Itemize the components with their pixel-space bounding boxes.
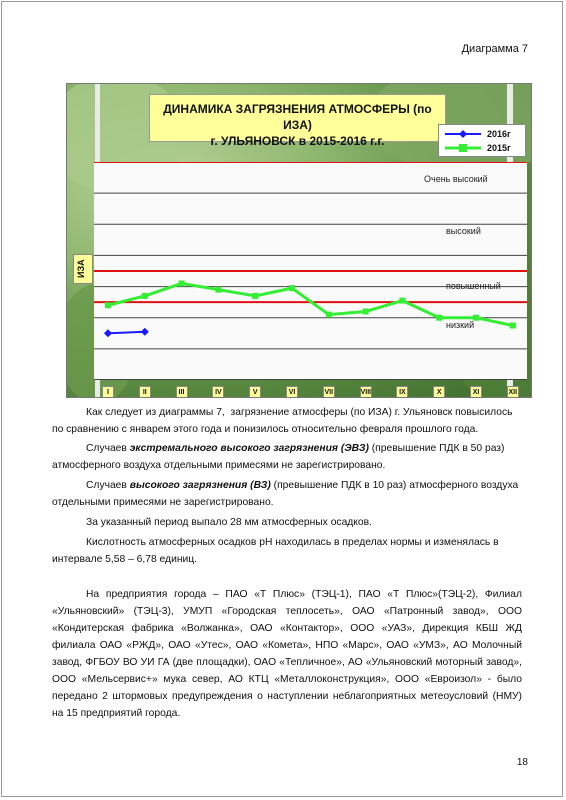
chart-legend — [438, 124, 526, 157]
diagram-label: Диаграмма 7 — [461, 43, 528, 55]
x-tick-label: II — [139, 386, 151, 398]
x-tick-label: VIII — [360, 386, 372, 398]
paragraph-4: За указанный период выпало 28 мм атмосферных осадков. — [86, 517, 372, 528]
paragraph-5: Кислотность атмосферных осадков pH находилась в пределах нормы и изменялась в интервале 5,58 – 6,78 единиц. — [52, 537, 499, 565]
data-point — [141, 328, 149, 336]
data-point — [363, 308, 369, 314]
paragraph-6: На предприятия города – ПАО «Т Плюс» (ТЭЦ-1), ПАО «Т Плюс»(ТЭЦ-2), Филиал «Ульяновский» (ТЭЦ-3), УМУП «Городская теплосеть», ОАО «Патронный завод», ООО «Кондитерская фабрика «Волжанка», ОАО «Контактор», ООО «УАЗ», Дирекция КБШ ЖД филиала ОАО «РЖД», ОАО «Утес», ОАО «Комета», НПО «Марс», ОАО «УМЗ», АО Молочный завод, ФГБОУ ВО УИ ГА (две площадки), ОАО «Тепличное», АО «Ульяновский моторный завод», ООО «Мельсервис+» мука север, АО КТЦ «Металлоконструкция», ООО «Евроизол» - было передано 2 штормовых предупреждения о наступлении неблагоприятных метеоусловий (НМУ) на 15 предприятий города. — [52, 589, 522, 719]
chart-title — [149, 94, 446, 148]
chart-title-line1: ДИНАМИКА ЗАГРЯЗНЕНИЯ АТМОСФЕРЫ (по ИЗА) — [163, 102, 432, 132]
x-tick-label: VII — [323, 386, 335, 398]
zone-label-very-high: Очень высокий — [424, 174, 488, 184]
x-tick-label: XI — [470, 386, 482, 398]
legend-label-2015: 2015г — [487, 143, 511, 153]
x-tick-label: V — [249, 386, 261, 398]
legend-label-2016: 2016г — [487, 129, 511, 139]
data-point — [399, 298, 405, 304]
x-tick-label: I — [102, 386, 114, 398]
plot-area — [94, 162, 527, 380]
paragraph-3: Случаев высокого загрязнения (ВЗ) (превышение ПДК в 10 раз) атмосферного воздуха отдельными примесями не зарегистрировано. — [52, 480, 519, 508]
plot-svg — [94, 162, 527, 380]
x-tick-label: X — [433, 386, 445, 398]
zone-label-low: низкий — [446, 320, 475, 330]
data-point — [104, 329, 112, 337]
x-tick-label: III — [176, 386, 188, 398]
legend-item-2015 — [443, 142, 525, 156]
legend-item-2016 — [443, 128, 525, 142]
data-point — [510, 323, 516, 329]
chart-title-line2: г. УЛЬЯНОВСК в 2015-2016 г.г. — [210, 134, 385, 148]
zone-label-high: высокий — [446, 226, 481, 236]
paragraph-2: Случаев экстремального высокого загрязнения (ЭВЗ) (превышение ПДК в 50 раз) атмосферного воздуха отдельными примесями не зарегистрировано. — [52, 443, 505, 471]
data-point — [252, 293, 258, 299]
data-point — [326, 312, 332, 318]
data-point — [142, 293, 148, 299]
y-axis-label: ИЗА — [73, 254, 93, 284]
page-number: 18 — [516, 757, 528, 768]
chart-frame — [66, 83, 532, 398]
series-line — [108, 332, 145, 334]
body-text — [52, 404, 522, 722]
data-point — [289, 285, 295, 291]
x-tick-label: XII — [507, 386, 519, 398]
zone-label-elevated: повышенный — [446, 281, 501, 291]
data-point — [179, 280, 185, 286]
paragraph-1: Как следует из диаграммы 7, загрязнение атмосферы (по ИЗА) г. Ульяновск повысилось по сравнению с январем этого года и понизилось относительно февраля прошлого года. — [52, 407, 513, 435]
data-point — [436, 315, 442, 321]
x-tick-label: IX — [396, 386, 408, 398]
x-tick-label: IV — [212, 386, 224, 398]
x-tick-label: VI — [286, 386, 298, 398]
data-point — [215, 287, 221, 293]
data-point — [105, 302, 111, 308]
